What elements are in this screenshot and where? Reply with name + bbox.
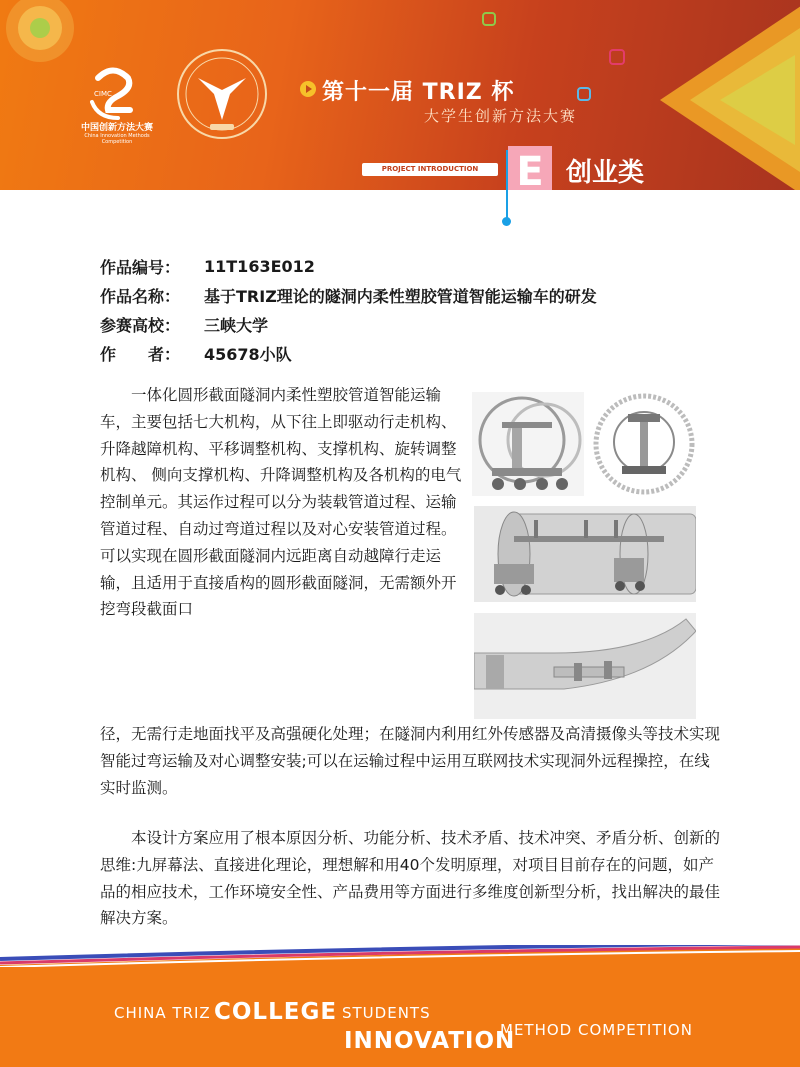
project-info [100,252,597,368]
info-label: 作品编号： [100,258,181,277]
triz-cup-logo-icon [172,44,272,144]
category-letter: E [508,146,552,190]
info-row-number [100,252,597,281]
decorative-square-icon [575,85,595,105]
info-row-name [100,281,597,310]
svg-text:CIMC: CIMC [94,90,112,98]
cimc-logo-cn: 中国创新方法大赛 [80,123,153,133]
cimc-logo-icon [78,58,148,128]
vehicle-in-pipe-image [474,506,696,602]
footer-banner [0,945,800,1067]
play-icon [300,81,316,97]
cimc-logo-text [72,120,162,145]
footer-china-triz: CHINA TRIZ [114,1004,211,1022]
footer-slogan [0,945,800,1067]
info-label: 作品名称： [100,287,181,306]
para2-text: 本设计方案应用了根本原因分析、功能分析、技术矛盾、技术冲突、矛盾分析、创新的思维:九屏幕法、直接进化理论，理想解和用40个发明原理，对项目目前存在的问题，如产品的相应技术，工作环境安全性、产品费用等方面进行多维度创新型分析，找出解决的最佳解决方案。 [100,829,721,928]
header-banner [0,0,800,190]
project-introduction-bar: PROJECT INTRODUCTION [362,163,498,176]
info-value: 45678小队 [204,345,292,364]
para1-text: 一体化圆形截面隧洞内柔性塑胶管道智能运输车，主要包括七大机构，从下往上即驱动行走机构、升降越障机构、平移调整机构、支撑机构、旋转调整机构、 侧向支撑机构、升降调整机构及各机构的电气控制单元。其运作过程可以分为装载管道过程、运输管道过程、自动过弯道过程以及对心安装管道过程。可以实现在圆形截面隧洞内远距离自动越障行走运输，且适用于直接盾构的圆形截面隧洞，无需额外开挖弯段截面口 [100,386,462,619]
decorative-square-icon [480,10,500,30]
vehicle-front-view-image [472,392,584,496]
category-line [506,150,508,220]
info-value: 11T163E012 [204,257,315,276]
footer-college: COLLEGE [214,999,338,1025]
info-row-school [100,310,597,339]
cimc-logo-en: China Innovation Methods Competition [84,133,150,145]
info-value: 三峡大学 [204,316,269,335]
footer-method: METHOD COMPETITION [500,1021,693,1039]
description-paragraph-1-cont: 径，无需行走地面找平及高强硬化处理；在隧洞内利用红外传感器及高清摄像头等技术实现智能过弯运输及对心调整安装;可以在运输过程中运用互联网技术实现洞外远程操控，在线实时监测。 [100,725,721,797]
info-row-author [100,339,597,368]
description-paragraph-2 [100,825,720,932]
curved-tunnel-transport-image [474,613,696,719]
description-paragraph-1 [100,382,465,623]
info-value: 基于TRIZ理论的隧洞内柔性塑胶管道智能运输车的研发 [204,287,597,306]
info-label: 作 者： [100,345,181,364]
footer-students: STUDENTS [342,1004,431,1022]
tunnel-cross-section-image [588,392,700,496]
title-sub: 大学生创新方法大赛 [424,107,578,125]
category-dot [502,217,511,226]
category-label: 创业类 [566,158,645,188]
decorative-circle-icon [0,0,90,90]
info-label: 参赛高校： [100,316,181,335]
footer-innovation: INNOVATION [344,1028,516,1054]
title-main: 第十一届 TRIZ 杯 [322,80,515,105]
